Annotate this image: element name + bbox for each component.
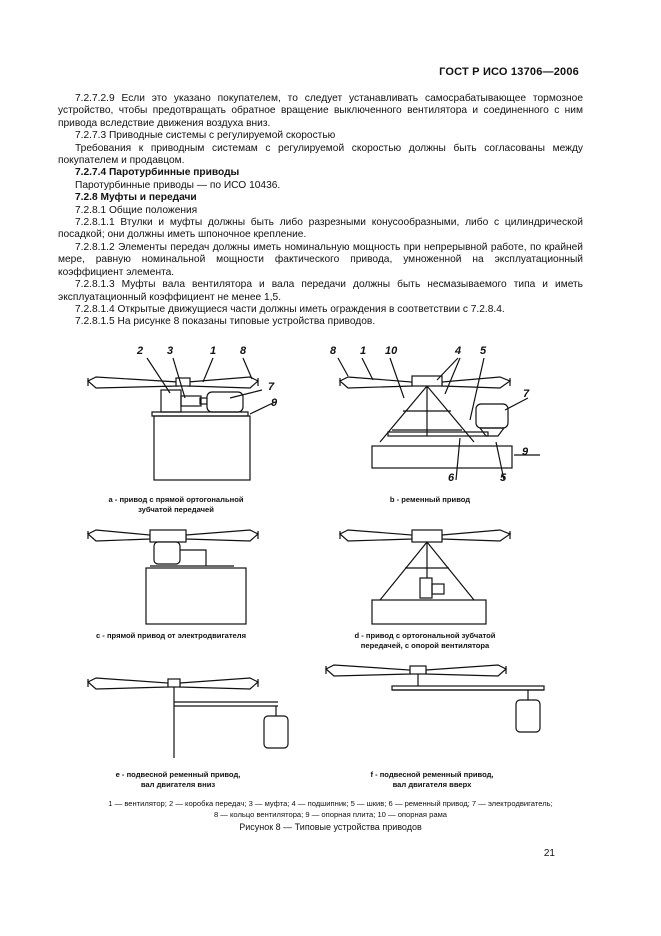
callout-label: 4 — [455, 345, 462, 357]
callout-label: 9 — [271, 397, 278, 409]
paragraph: 7.2.8.1.5 На рисунке 8 показаны типовые устройства приводов. — [75, 316, 376, 328]
diagram-a — [88, 358, 278, 480]
section-heading: 7.2.7.4 Паротурбинные приводы — [75, 167, 240, 179]
caption-a: а - привод с прямой ортогональной зубчатой передачей — [108, 495, 244, 514]
callout-label: 9 — [522, 446, 529, 458]
callout-label: 7 — [268, 381, 275, 393]
paragraph: 7.2.7.2.9 Если это указано покупателем, то следует устанавливать самосрабатывающее тормозное устройство, чтобы предотвращать обратное вращение выключенного вентилятора и соединенного с ним привода вследствие движения воздуха вниз. — [58, 93, 583, 129]
paragraph: 7.2.8.1.2 Элементы передач должны иметь номинальную мощность при непрерывной работе, по крайней мере, равную номинальной мощности фактического привода, умноженной на эксплуатационный коэффициент элемента. — [58, 241, 583, 278]
callout-label: 8 — [240, 345, 247, 357]
caption-f: f - подвесной ременный привод, вал двигателя вверх — [370, 770, 494, 789]
paragraph: 7.2.7.3 Приводные системы с регулируемой скоростью — [75, 130, 336, 142]
section-heading: 7.2.8 Муфты и передачи — [75, 192, 197, 204]
callout-label: 7 — [523, 388, 530, 400]
paragraph: 7.2.8.1.4 Открытые движущиеся части должны иметь ограждения в соответствии с 7.2.8.4. — [75, 303, 505, 315]
callout-label: 5 — [500, 472, 507, 484]
diagram-f — [326, 665, 544, 732]
diagram-c — [88, 530, 258, 624]
callout-label: 1 — [360, 345, 367, 357]
diagram-b — [338, 358, 540, 480]
caption-b: b - ременный привод — [389, 495, 471, 504]
callout-label: 3 — [167, 345, 174, 357]
callout-label: 10 — [385, 345, 398, 357]
callout-label: 1 — [210, 345, 217, 357]
diagram-e — [88, 678, 288, 758]
caption-e: е - подвесной ременный привод, вал двигателя вниз — [115, 770, 241, 789]
paragraph: 7.2.8.1 Общие положения — [75, 204, 198, 216]
paragraph: 7.2.8.1.3 Муфты вала вентилятора и вала передачи должны быть несмазываемого типа и иметь эксплуатационный коэффициент не менее 1,5. — [58, 279, 583, 303]
figure-title: Рисунок 8 — Типовые устройства приводов — [239, 822, 422, 832]
callout-label: 2 — [137, 345, 144, 357]
callout-label: 8 — [330, 345, 337, 357]
callout-label: 5 — [480, 345, 487, 357]
callout-label: 6 — [448, 472, 455, 484]
page-header: ГОСТ Р ИСО 13706—2006 — [439, 66, 579, 78]
page-number: 21 — [543, 848, 555, 859]
diagram-d — [340, 530, 510, 624]
paragraph: Требования к приводным системам с регулируемой скоростью должны быть согласованы между покупателем и продавцом. — [58, 142, 583, 167]
figure-legend: 1 — вентилятор; 2 — коробка передач; 3 — муфта; 4 — подшипник; 5 — шкив; 6 — ременный привод; 7 — электродвигатель; 8 — кольцо вентилятора; 9 — опорная плита; 10 — опорная рама — [108, 799, 553, 819]
paragraph: 7.2.8.1.1 Втулки и муфты должны быть либо разрезными конусообразными, либо с цилиндрической посадкой; они должны иметь шпоночное крепление. — [58, 217, 583, 241]
caption-c: с - прямой привод от электродвигателя — [95, 631, 247, 640]
caption-d: d - привод с ортогональной зубчатой передачей, с опорой вентилятора — [354, 631, 496, 650]
paragraph: Паротурбинные приводы — по ИСО 10436. — [75, 179, 281, 191]
